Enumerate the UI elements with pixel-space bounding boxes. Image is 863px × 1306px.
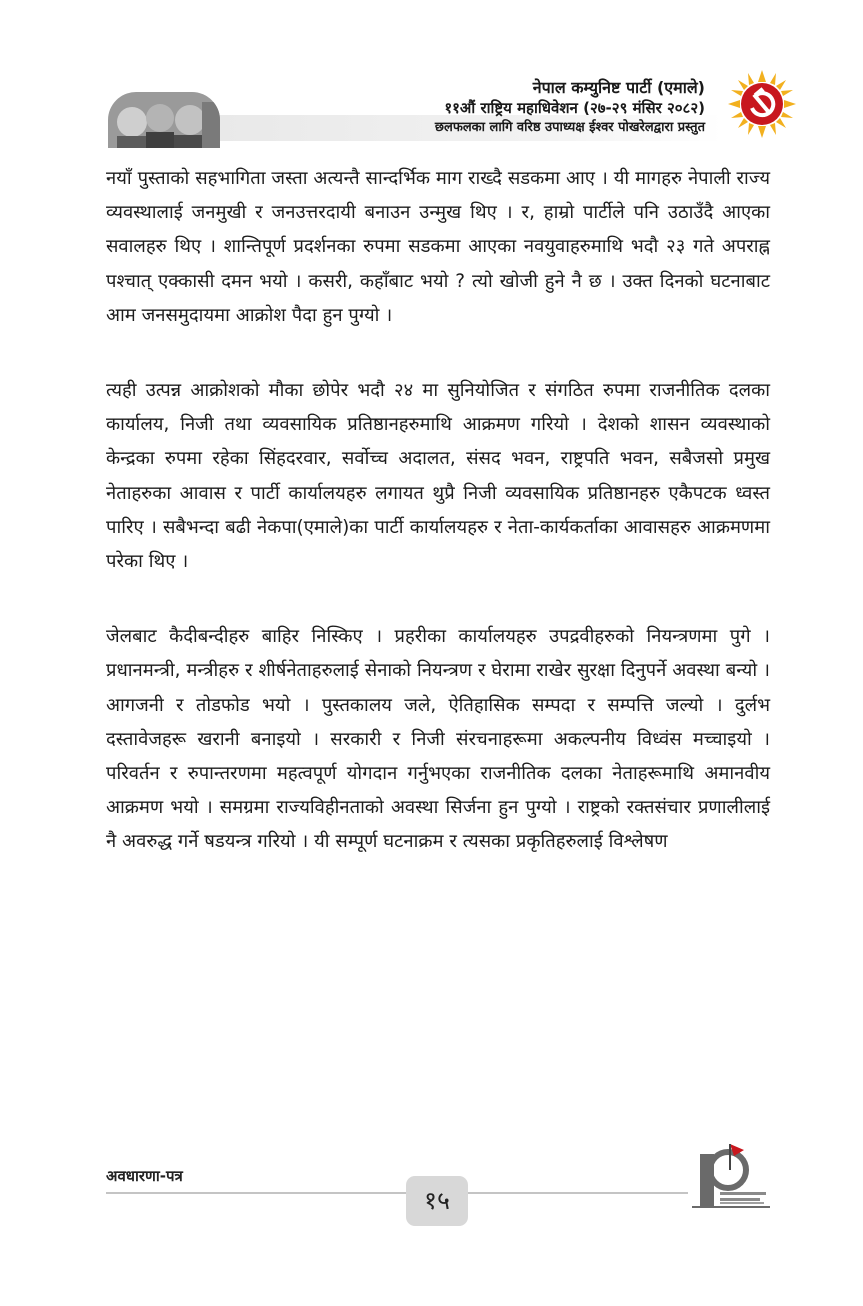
paragraph: नयाँ पुस्ताको सहभागिता जस्ता अत्यन्तै सान्दर्भिक माग राख्दै सडकमा आए । यी मागहरु नेपाली राज्य व्यवस्थालाई जनमुखी र जनउत्तरदायी बनाउन उन्मुख थिए । र, हाम्रो पार्टीले पनि उठाउँदै आएका सवालहरु थिए । शान्तिपूर्ण प्रदर्शनका रुपमा सडकमा आएका नवयुवाहरुमाथि भदौ २३ गते अपराह्न पश्चात् एक्कासी दमन भयो । कसरी, कहाँबाट भयो ? त्यो खोजी हुने नै छ । उक्त दिनको घटनाबाट आम जनसमुदायमा आक्रोश पैदा हुन पुग्यो ।: [106, 168, 770, 326]
page-footer: [0, 1140, 863, 1240]
header-text: [435, 78, 705, 137]
document-label: अवधारणा-पत्र: [106, 1167, 183, 1185]
paragraph: त्यही उत्पन्न आक्रोशको मौका छोपेर भदौ २४ मा सुनियोजित र संगठित रुपमा राजनीतिक दलका कार्यालय, निजी तथा व्यवसायिक प्रतिष्ठानहरुमाथि आक्रमण गरियो । देशको शासन व्यवस्थाको केन्द्रका रुपमा रहेका सिंहदरवार, सर्वोच्च अदालत, संसद भवन, राष्ट्रपति भवन, सबैजसो प्रमुख नेताहरुका आवास र पार्टी कार्यालयहरु लगायत थुप्रै निजी व्यवसायिक प्रतिष्ठानहरु एकैपटक ध्वस्त पारिए । सबैभन्दा बढी नेकपा(एमाले)का पार्टी कार्यालयहरु र नेता-कार्यकर्ताका आवासहरु आक्रमणमा परेका थिए ।: [106, 380, 770, 573]
presenter-line: छलफलका लागि वरिष्ठ उपाध्यक्ष ईश्वर पोखरेलद्वारा प्रस्तुत: [434, 120, 705, 135]
document-body: [106, 162, 770, 901]
party-name: नेपाल कम्युनिष्ट पार्टी (एमाले): [532, 78, 705, 97]
page-number: १५: [406, 1176, 468, 1226]
anniversary-emblem-icon: [686, 1140, 772, 1214]
party-logo-icon: [728, 70, 796, 138]
convention-title: ११औं राष्ट्रिय महाधिवेशन (२७-२९ मंसिर २०८२): [444, 99, 705, 117]
leader-photos-image: [108, 92, 220, 148]
page-header: [0, 0, 863, 150]
paragraph: जेलबाट कैदीबन्दीहरु बाहिर निस्किए । प्रहरीका कार्यालयहरु उपद्रवीहरुको नियन्त्रणमा पुगे । प्रधानमन्त्री, मन्त्रीहरु र शीर्षनेताहरुलाई सेनाको नियन्त्रण र घेरामा राखेर सुरक्षा दिनुपर्ने अवस्था बन्यो । आगजनी र तोडफोड भयो । पुस्तकालय जले, ऐतिहासिक सम्पदा र सम्पत्ति जल्यो । दुर्लभ दस्तावेजहरू खरानी बनाइयो । सरकारी र निजी संरचनाहरूमा अकल्पनीय विध्वंस मच्चाइयो । परिवर्तन र रुपान्तरणमा महत्वपूर्ण योगदान गर्नुभएका राजनीतिक दलका नेताहरूमाथि अमानवीय आक्रमण भयो । समग्रमा राज्यविहीनताको अवस्था सिर्जना हुन पुग्यो । राष्ट्रको रक्तसंचार प्रणालीलाई नै अवरुद्ध गर्ने षडयन्त्र गरियो । यी सम्पूर्ण घटनाक्रम र त्यसका प्रकृतिहरुलाई विश्लेषण: [106, 626, 770, 853]
footer-divider-right: [468, 1192, 688, 1194]
footer-divider-left: [106, 1192, 406, 1194]
